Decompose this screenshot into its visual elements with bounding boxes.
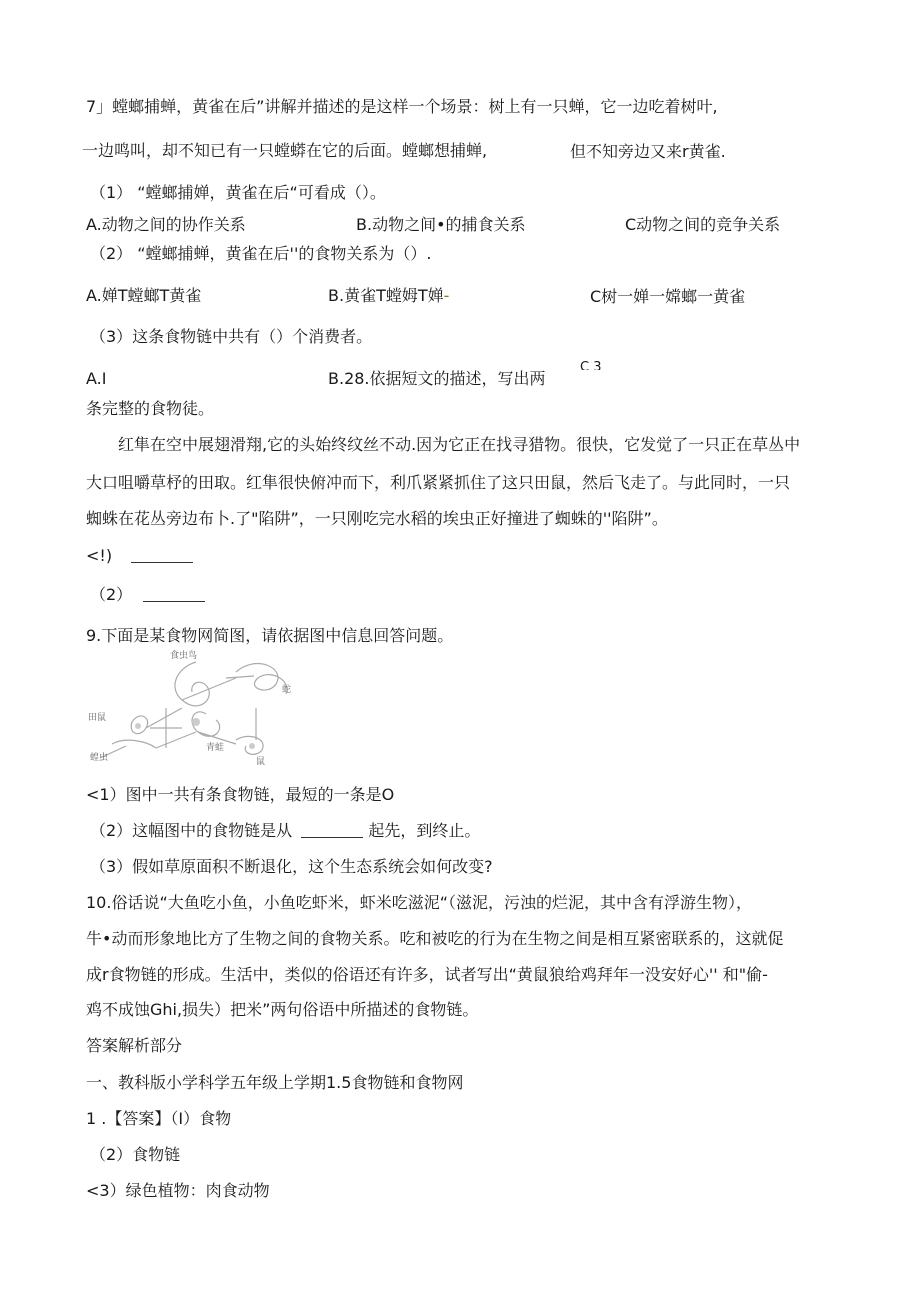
- q7-line2b: 但不知旁边又来r黄雀.: [570, 142, 726, 161]
- answers-section-title: 一、教科版小学科学五年级上学期1.5食物链和食物网: [86, 1073, 464, 1092]
- q7-sub1-option-b: B.动物之间•的捕食关系: [356, 215, 526, 234]
- q7-sub3-option-a: A.I: [86, 369, 107, 388]
- q8-answer-1-label: <!): [86, 546, 113, 565]
- q9-sub2-suffix: 起先，到终止。: [368, 821, 481, 840]
- q7-sub2-option-b-text: B.黄雀T螳姆T婵: [328, 286, 444, 305]
- q9-sub2-blank[interactable]: [301, 821, 363, 838]
- q10-line3: 成r食物链的形成。生活中，类似的俗语还有许多，试者写出“黄鼠狼给鸡拜年一没安好心'' 和"偷-: [86, 965, 768, 984]
- q9-sub2: [90, 820, 480, 842]
- q9-sub3: （3）假如草原面积不断退化，这个生态系统会如何改变?: [90, 857, 493, 876]
- q7-sub2-option-a: A.婵T螳螂T黄雀: [86, 286, 202, 305]
- q8-answer-2-blank[interactable]: [143, 585, 205, 602]
- q7-sub1-option-c: C动物之间的竞争关系: [625, 215, 781, 234]
- q9-sub1: <1）图中一共有条食物链，最短的一条是O: [86, 785, 395, 804]
- food-web-figure: [86, 648, 306, 768]
- q7-sub2: （2） “螳螂捕蝉，黄雀在后''的食物关系为（）.: [90, 244, 432, 263]
- q8-para2: 大口咀嚼草杼的田取。红隼很快俯冲而下，利爪紧紧抓住了这只田鼠，然后飞走了。与此同时，一只: [86, 473, 791, 492]
- q7-sub2-option-b-mark: -: [443, 286, 450, 305]
- q7-sub3-option-c: C 3: [580, 360, 602, 370]
- answer-2: （2）食物链: [90, 1145, 181, 1164]
- q10-line2: 牛•动而形象地比方了生物之间的食物关系。吃和被吃的行为在生物之间是相互紧密联系的，这就促: [86, 929, 784, 948]
- q7-sub1-option-a: A.动物之间的协作关系: [86, 215, 246, 234]
- q10-line4: 鸡不成蚀Ghi,损失）把米”两句俗语中所描述的食物链。: [86, 1000, 479, 1019]
- food-web-label-0: 食虫鸟: [170, 651, 198, 661]
- q10-line1: 10.俗话说“大鱼吃小鱼，小鱼吃虾米，虾米吃滋泥“（滋泥，污浊的烂泥，其中含有浮游生物），: [86, 893, 753, 912]
- food-web-label-4: 鼠: [256, 757, 266, 767]
- q7-sub2-option-b: [328, 285, 449, 307]
- food-web-label-5: 蝗虫: [90, 753, 109, 763]
- food-web-label-2: 田鼠: [88, 713, 107, 723]
- q7-sub3-option-b: B.28.依据短文的描述，写出两: [328, 369, 546, 388]
- food-web-label-3: 青蛙: [206, 743, 225, 753]
- q7-line1: 7」螳螂捕蝉，黄雀在后”讲解并描述的是这样一个场景：树上有一只蝉，它一边吃着树叶,: [86, 97, 718, 116]
- q7-sub1: （1） “螳螂捕婵，黄雀在后“可看成（）。: [90, 183, 386, 202]
- q8-answer-2-label: （2）: [90, 585, 133, 604]
- food-web-label-1: 蛇: [282, 685, 292, 695]
- q8-para3: 蜘蛛在花丛旁边布卜.了"陷阱”，一只刚吃完水稻的埃虫正好撞进了蜘蛛的''陷阱”。: [86, 509, 668, 528]
- q8-para1: 红隼在空中展翅滑翔,它的头始终纹丝不动.因为它正在找寻猎物。很快，它发觉了一只正在草丛中: [118, 435, 801, 454]
- q8-answer-1-blank[interactable]: [131, 546, 193, 563]
- q7-line2a: 一边鸣叫，却不知已有一只螳蟒在它的后面。螳螂想捕蝉,: [82, 141, 488, 160]
- q8-answer-2: [90, 584, 205, 606]
- q9-sub2-prefix: （2）这幅图中的食物链是从: [90, 821, 293, 840]
- q7-sub2-option-c: C树一婵一嫦螂一黄雀: [590, 287, 746, 306]
- q8-answer-1: [86, 545, 193, 567]
- q9-title: 9.下面是某食物网简图，请依据图中信息回答问题。: [86, 626, 454, 645]
- answer-1: 1 .【答案】（I）食物: [86, 1109, 232, 1128]
- answers-heading: 答案解析部分: [86, 1036, 183, 1055]
- answer-3: <3）绿色植物：肉食动物: [86, 1181, 270, 1200]
- q7-sub3: （3）这条食物链中共有（）个消费者。: [90, 327, 373, 346]
- q8-line0: 条完整的食物徒。: [86, 399, 215, 418]
